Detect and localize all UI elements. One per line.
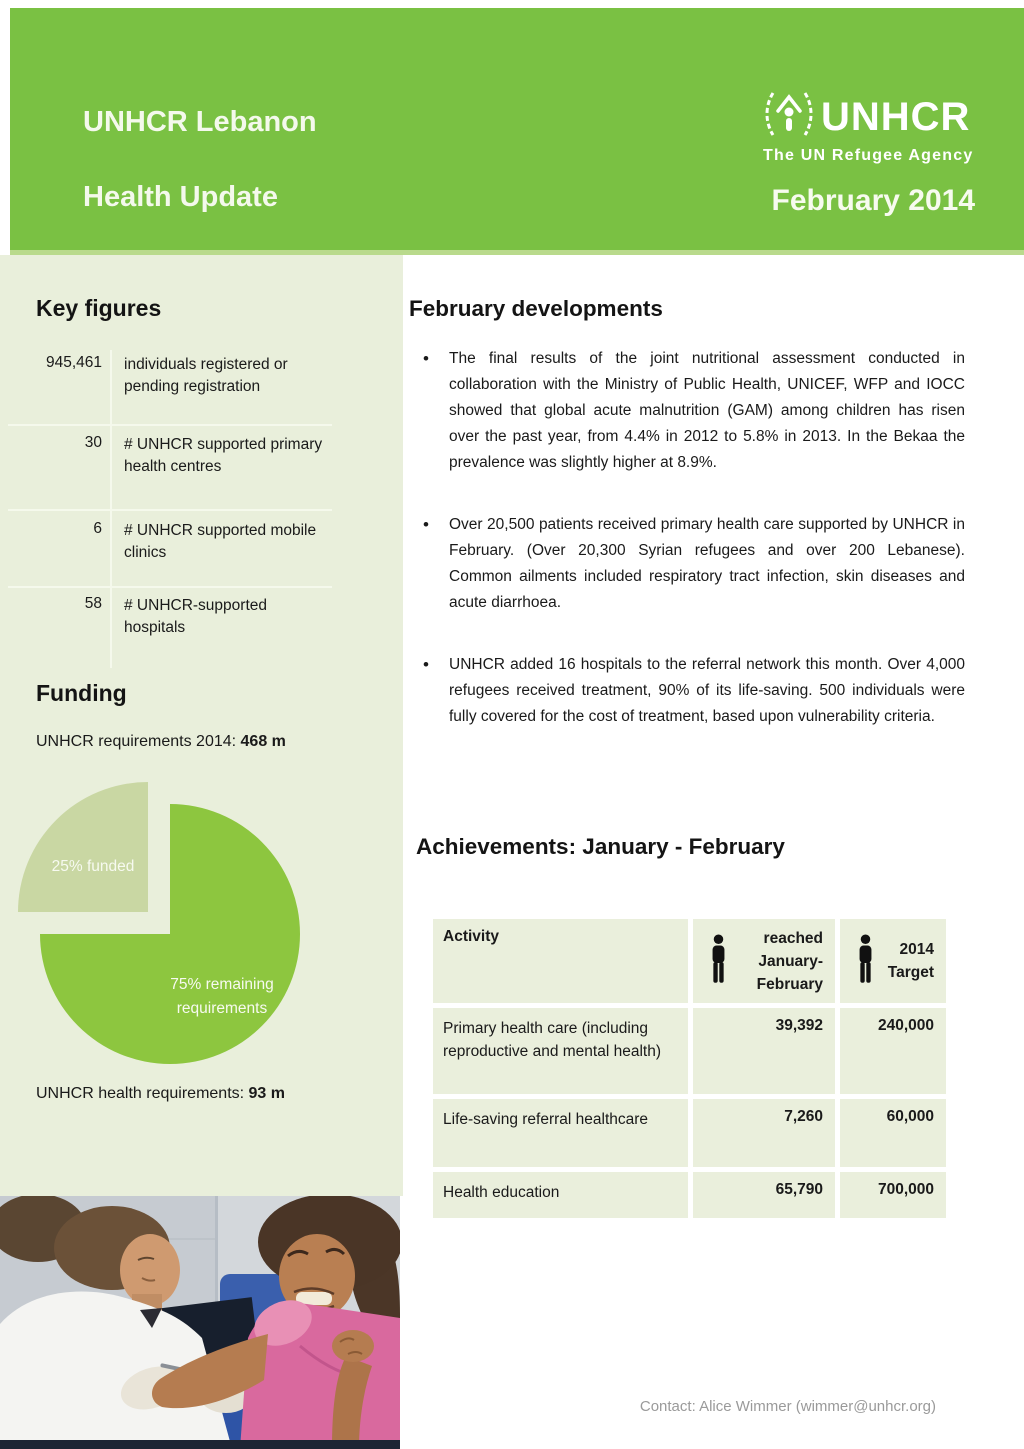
key-figure-row [8, 511, 332, 588]
table-cell-target: 60,000 [840, 1099, 946, 1167]
pie-label-funded: 25% funded [51, 858, 135, 875]
key-figures-heading: Key figures [36, 295, 162, 321]
funding-health-line [36, 1085, 285, 1103]
developments-list [409, 346, 965, 766]
key-figure-value: 945,461 [45, 354, 102, 371]
table-cell-activity: Primary health care (including reproductive and mental health) [433, 1008, 688, 1094]
table-cell-activity: Health education [433, 1172, 688, 1218]
sidebar [0, 255, 403, 1196]
funding-requirements-line [36, 733, 286, 751]
key-figures-table [8, 350, 332, 668]
unhcr-logo-row [763, 88, 975, 145]
page-title: UNHCR Lebanon [83, 106, 317, 138]
person-icon [709, 933, 728, 990]
funding-health-prefix: UNHCR health requirements: [36, 1085, 249, 1102]
column-header-reached-label: reached January-February [756, 929, 823, 993]
column-header-target [840, 919, 946, 1003]
key-figure-label: # UNHCR supported mobile clinics [110, 511, 332, 586]
pie-slice-funded [18, 782, 148, 912]
achievements-table [433, 919, 946, 1218]
key-figure-row [8, 588, 332, 668]
achievements-heading: Achievements: January - February [416, 834, 785, 859]
pie-label-remaining-line1: 75% remaining [170, 976, 274, 993]
report-date: February 2014 [771, 184, 975, 217]
photo-vaccination [0, 1196, 400, 1449]
column-header-activity: Activity [433, 919, 688, 1003]
development-bullet: • The final results of the joint nutritional assessment conducted in collaboration with the Ministry of Public Health, UNICEF, WFP and IOCC showed that global acute malnutrition (GAM) among children has risen over the past year, from 4.4% in 2012 to 5.8% in 2013. In the Bekaa the prevalence was slightly higher at 8.9%. [409, 346, 965, 476]
funding-requirements-value: 468 m [240, 733, 286, 750]
key-figure-row [8, 426, 332, 511]
column-header-target-label: 2014 Target [887, 941, 934, 981]
key-figure-value: 58 [84, 595, 102, 612]
key-figure-row [8, 350, 332, 426]
person-icon [856, 933, 875, 990]
table-cell-reached: 65,790 [693, 1172, 835, 1218]
table-cell-target: 240,000 [840, 1008, 946, 1094]
unhcr-logo-wordmark: UNHCR [821, 94, 971, 139]
funding-health-value: 93 m [248, 1085, 285, 1102]
key-figure-value: 30 [84, 434, 102, 451]
key-figure-label: # UNHCR supported primary health centres [110, 426, 332, 509]
table-cell-target: 700,000 [840, 1172, 946, 1218]
funding-pie-chart [18, 779, 310, 1071]
development-bullet: • Over 20,500 patients received primary health care supported by UNHCR in February. (Over 20,300 Syrian refugees and over 200 Lebanese). Common ailments included respiratory tract infection, skin diseases and acute diarrhoea. [409, 512, 965, 616]
unhcr-logo-tagline: The UN Refugee Agency [763, 147, 974, 164]
key-figure-label: individuals registered or pending registration [110, 350, 332, 424]
key-figure-label: # UNHCR-supported hospitals [110, 588, 332, 668]
unhcr-emblem-icon [763, 88, 815, 145]
page-subtitle: Health Update [83, 181, 278, 213]
developments-heading: February developments [409, 296, 663, 321]
funding-heading: Funding [36, 680, 127, 706]
key-figure-value: 6 [93, 520, 102, 537]
header-band [10, 8, 1024, 255]
development-bullet: • UNHCR added 16 hospitals to the referral network this month. Over 4,000 refugees received treatment, 90% of its life-saving. 500 individuals were fully covered for the cost of treatment, based upon vulnerability criteria. [409, 652, 965, 730]
table-cell-activity: Life-saving referral healthcare [433, 1099, 688, 1167]
contact-line: Contact: Alice Wimmer (wimmer@unhcr.org) [639, 1398, 936, 1415]
funding-requirements-prefix: UNHCR requirements 2014: [36, 733, 241, 750]
pie-label-remaining-line2: requirements [176, 1000, 268, 1017]
table-cell-reached: 7,260 [693, 1099, 835, 1167]
column-header-reached [693, 919, 835, 1003]
table-cell-reached: 39,392 [693, 1008, 835, 1094]
unhcr-logo [763, 88, 975, 165]
